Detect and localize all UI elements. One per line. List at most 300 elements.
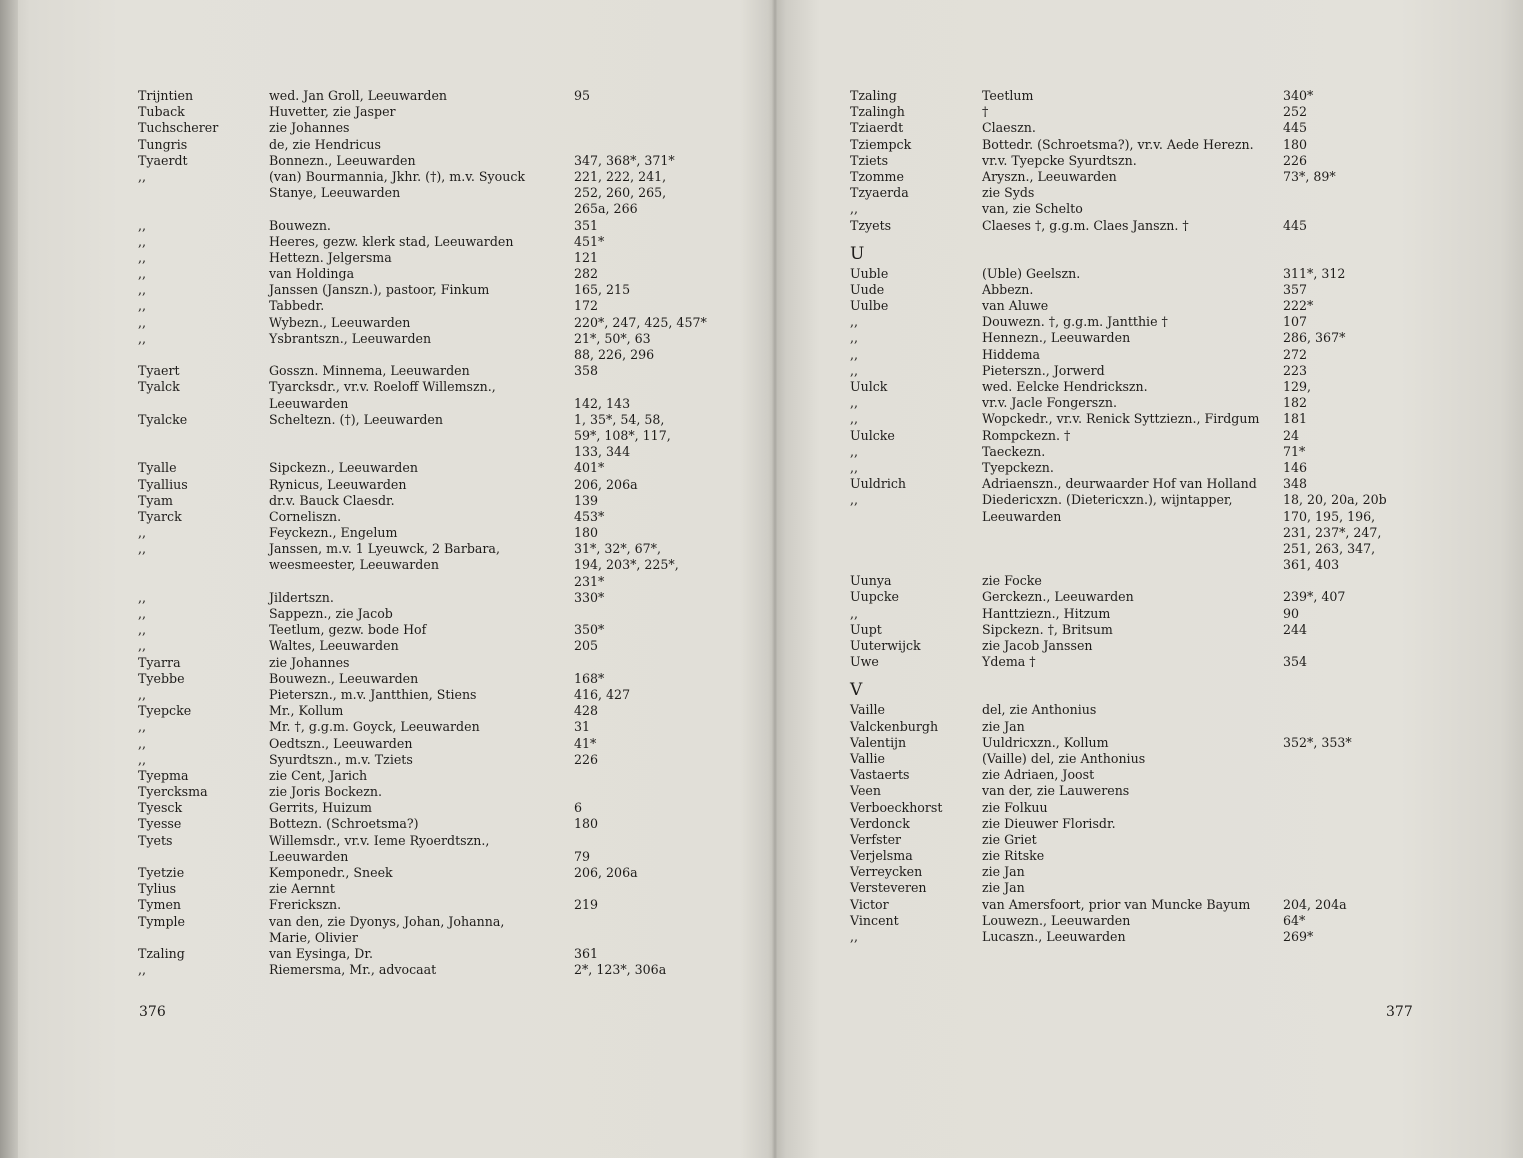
index-entry: [0, 347, 772, 363]
entry-name: Uulcke: [850, 427, 895, 443]
entry-description: van Eysinga, Dr.: [269, 945, 373, 961]
section-letter-heading: [778, 670, 1523, 702]
entry-name: Tyalck: [138, 379, 180, 395]
index-entry: [0, 363, 772, 379]
entry-name: Veen: [850, 783, 881, 799]
index-entry: [0, 590, 772, 606]
entry-name: ,,: [138, 719, 147, 735]
index-entry: [0, 493, 772, 509]
entry-references: 252: [1283, 104, 1308, 120]
entry-references: 31: [574, 719, 591, 735]
entry-description: Syurdtszn., m.v. Tziets: [269, 751, 413, 767]
entry-references: 172: [574, 298, 599, 314]
entry-name: Tziempck: [850, 136, 912, 152]
index-entry: [778, 379, 1523, 395]
index-entry: [0, 897, 772, 913]
entry-references: 244: [1283, 621, 1308, 637]
entry-name: ,,: [138, 606, 147, 621]
entry-description: zie Jan: [982, 718, 1025, 734]
entry-references: 6: [574, 800, 583, 816]
entry-description: Tabbedr.: [269, 298, 325, 314]
entry-name: Victor: [850, 896, 889, 912]
entry-references: 219: [574, 897, 599, 913]
entry-name: Tyercksma: [138, 784, 208, 800]
entry-references: 361, 403: [1283, 557, 1340, 573]
entry-description: vr.v. Jacle Fongerszn.: [982, 395, 1117, 411]
entry-references: 24: [1283, 427, 1300, 443]
entry-name: ,,: [138, 266, 147, 282]
entry-references: 107: [1283, 314, 1308, 330]
index-entry: [778, 492, 1523, 508]
entry-name: Tymen: [138, 897, 182, 913]
entry-references: 361: [574, 945, 599, 961]
entry-name: Verreycken: [850, 864, 923, 880]
entry-description: †: [982, 104, 989, 120]
index-entry: [778, 88, 1523, 104]
entry-description: van den, zie Dyonys, Johan, Johanna,: [269, 913, 505, 929]
index-entry: [778, 314, 1523, 330]
index-entry: [778, 735, 1523, 751]
index-entry: [778, 654, 1523, 670]
entry-references: 182: [1283, 395, 1308, 411]
index-entry: [778, 832, 1523, 848]
entry-name: Uwe: [850, 654, 879, 670]
entry-description: zie Jan: [982, 880, 1025, 896]
entry-references: 95: [574, 88, 591, 103]
entry-description: Sappezn., zie Jacob: [269, 606, 393, 621]
entry-description: van Holdinga: [269, 266, 355, 282]
entry-description: Aryszn., Leeuwarden: [982, 168, 1117, 184]
index-entry: [778, 347, 1523, 363]
entry-name: Tyalcke: [138, 411, 188, 427]
entry-references: 231, 237*, 247,: [1283, 524, 1382, 540]
entry-description: Gerckezn., Leeuwarden: [982, 589, 1134, 605]
entry-references: 416, 427: [574, 686, 631, 702]
entry-description: Bouwezn.: [269, 217, 331, 233]
entry-name: Vastaerts: [850, 767, 910, 783]
entry-name: Uunya: [850, 573, 892, 589]
index-entry: [778, 864, 1523, 880]
entry-name: Vincent: [850, 912, 899, 928]
entry-description: Stanye, Leeuwarden: [269, 185, 401, 201]
index-entry: [778, 848, 1523, 864]
entry-name: ,,: [138, 751, 147, 767]
entry-name: ,,: [138, 541, 147, 557]
entry-name: ,,: [850, 443, 859, 459]
entry-references: 73*, 89*: [1283, 168, 1336, 184]
entry-references: 282: [574, 266, 599, 282]
index-entry: [0, 930, 772, 946]
entry-name: ,,: [138, 217, 147, 233]
entry-references: 265a, 266: [574, 201, 638, 217]
entry-name: Valckenburgh: [850, 718, 939, 734]
entry-description: van Aluwe: [982, 298, 1049, 314]
index-entry: [0, 687, 772, 703]
entry-name: Tziets: [850, 152, 889, 168]
entry-references: 180: [1283, 136, 1308, 152]
index-entry: [778, 476, 1523, 492]
entry-description: (Vaille) del, zie Anthonius: [982, 750, 1146, 766]
entry-references: 445: [1283, 217, 1308, 233]
entry-name: ,,: [850, 330, 859, 346]
entry-references: 64*: [1283, 912, 1306, 928]
index-entry: [778, 428, 1523, 444]
entry-name: Tyarra: [138, 654, 181, 670]
index-entry: [778, 929, 1523, 945]
index-entry: [0, 638, 772, 654]
entry-name: Uupcke: [850, 589, 899, 605]
entry-name: Verboeckhorst: [850, 799, 943, 815]
index-entry: [0, 396, 772, 412]
entry-references: 2*, 123*, 306a: [574, 962, 667, 978]
index-entry: [0, 218, 772, 234]
entry-description: Waltes, Leeuwarden: [269, 638, 399, 654]
entry-description: Adriaenszn., deurwaarder Hof van Holland: [982, 476, 1257, 492]
index-entry: [0, 88, 772, 104]
entry-name: Tziaerdt: [850, 120, 904, 136]
entry-references: 231*: [574, 573, 605, 589]
entry-references: 357: [1283, 281, 1308, 297]
entry-description: Teetlum, gezw. bode Hof: [269, 622, 427, 638]
entry-references: 180: [574, 816, 599, 832]
entry-references: 88, 226, 296: [574, 347, 655, 362]
entry-description: Bonnezn., Leeuwarden: [269, 152, 416, 168]
entry-references: 347, 368*, 371*: [574, 152, 675, 168]
entry-description: Louwezn., Leeuwarden: [982, 912, 1131, 928]
index-entry: [778, 282, 1523, 298]
entry-name: ,,: [850, 201, 859, 217]
entry-description: zie Jan: [982, 864, 1025, 880]
index-entry: [0, 525, 772, 541]
entry-name: ,,: [138, 622, 147, 638]
index-entry: [0, 914, 772, 930]
entry-description: (van) Bourmannia, Jkhr. (†), m.v. Syouck: [269, 168, 525, 184]
entry-name: Tzomme: [850, 168, 904, 184]
index-entry: [778, 298, 1523, 314]
entry-references: 354: [1283, 654, 1308, 670]
right-page: [778, 0, 1523, 1158]
entry-description: Leeuwarden: [269, 395, 349, 411]
index-entry: [0, 768, 772, 784]
entry-name: Tymple: [138, 913, 185, 929]
entry-description: Feyckezn., Engelum: [269, 525, 398, 541]
index-entry: [0, 282, 772, 298]
entry-references: 194, 203*, 225*,: [574, 557, 679, 573]
entry-description: Bouwezn., Leeuwarden: [269, 670, 419, 686]
entry-description: Ysbrantszn., Leeuwarden: [269, 330, 432, 346]
entry-references: 31*, 32*, 67*,: [574, 541, 661, 557]
entry-references: 358: [574, 363, 599, 379]
entry-name: ,,: [138, 233, 147, 249]
entry-description: zie Dieuwer Florisdr.: [982, 815, 1116, 831]
entry-description: Gerrits, Huizum: [269, 800, 372, 816]
entry-references: 1, 35*, 54, 58,: [574, 411, 665, 427]
index-entry: [778, 218, 1523, 234]
entry-name: Vaille: [850, 702, 885, 718]
index-entry: [0, 120, 772, 136]
entry-references: 252, 260, 265,: [574, 185, 667, 201]
index-entry: [778, 266, 1523, 282]
entry-description: Hanttziezn., Hitzum: [982, 605, 1111, 621]
entry-references: 348: [1283, 476, 1308, 492]
entry-name: ,,: [138, 589, 147, 605]
entry-description: zie Jacob Janssen: [982, 638, 1093, 653]
index-entry: [778, 330, 1523, 346]
entry-references: 226: [574, 751, 599, 767]
entry-description: wed. Jan Groll, Leeuwarden: [269, 88, 448, 103]
section-letter: V: [850, 680, 863, 701]
index-entry: [778, 363, 1523, 379]
entry-references: 251, 263, 347,: [1283, 540, 1376, 556]
index-entry: [0, 331, 772, 347]
entry-description: Rynicus, Leeuwarden: [269, 476, 407, 492]
page-number-right: 377: [1386, 1004, 1413, 1020]
entry-description: zie Johannes: [269, 120, 350, 136]
entry-references: 170, 195, 196,: [1283, 508, 1376, 524]
entry-description: Uuldricxzn., Kollum: [982, 734, 1109, 750]
entry-description: zie Joris Bockezn.: [269, 784, 382, 800]
entry-references: 223: [1283, 362, 1308, 378]
index-entry: [778, 638, 1523, 654]
index-entry: [778, 395, 1523, 411]
index-entry: [0, 606, 772, 622]
entry-description: Mr. †, g.g.m. Goyck, Leeuwarden: [269, 719, 480, 735]
entry-references: 350*: [574, 622, 605, 638]
entry-description: zie Folkuu: [982, 799, 1048, 815]
entry-references: 340*: [1283, 88, 1314, 103]
index-entry: [0, 574, 772, 590]
entry-references: 272: [1283, 346, 1308, 362]
entry-name: Uupt: [850, 621, 882, 637]
entry-name: Uuldrich: [850, 476, 907, 492]
entry-description: Diedericxzn. (Dietericxzn.), wijntapper,: [982, 492, 1233, 508]
entry-description: Pieterszn., Jorwerd: [982, 362, 1105, 378]
index-entry: [778, 702, 1523, 718]
entry-name: Verjelsma: [850, 848, 913, 864]
index-entry: [778, 185, 1523, 201]
entry-references: 181: [1283, 411, 1308, 427]
index-entry: [0, 185, 772, 201]
index-entry: [0, 201, 772, 217]
entry-description: zie Syds: [982, 185, 1035, 201]
entry-name: ,,: [138, 962, 147, 978]
entry-references: 206, 206a: [574, 476, 638, 492]
entry-name: Tuchscherer: [138, 120, 219, 136]
index-entry: [778, 137, 1523, 153]
entry-description: Scheltezn. (†), Leeuwarden: [269, 411, 443, 427]
entry-description: Riemersma, Mr., advocaat: [269, 962, 437, 978]
entry-references: 352*, 353*: [1283, 734, 1352, 750]
entry-name: Tylius: [138, 881, 177, 897]
entry-description: Jildertszn.: [269, 589, 334, 605]
index-entry: [778, 460, 1523, 476]
entry-references: 351: [574, 217, 599, 233]
entry-name: ,,: [138, 298, 147, 314]
entry-description: Teetlum: [982, 88, 1034, 103]
entry-name: Uuterwijck: [850, 638, 921, 653]
entry-references: 21*, 50*, 63: [574, 330, 651, 346]
entry-name: Tyesck: [138, 800, 183, 816]
index-entry: [0, 137, 772, 153]
entry-references: 239*, 407: [1283, 589, 1346, 605]
entry-name: Tyam: [138, 492, 173, 508]
index-list-left: [0, 88, 772, 978]
entry-references: 41*: [574, 735, 597, 751]
entry-description: Janssen (Janszn.), pastoor, Finkum: [269, 282, 490, 298]
entry-name: Tyaerdt: [138, 152, 188, 168]
index-entry: [0, 428, 772, 444]
entry-description: de, zie Hendricus: [269, 136, 381, 152]
entry-references: 220*, 247, 425, 457*: [574, 314, 707, 330]
entry-references: 226: [1283, 152, 1308, 168]
entry-description: van der, zie Lauwerens: [982, 783, 1130, 799]
entry-name: ,,: [138, 330, 147, 346]
entry-references: 428: [574, 703, 599, 719]
index-entry: [0, 169, 772, 185]
index-entry: [778, 444, 1523, 460]
index-entry: [0, 315, 772, 331]
entry-name: Tyetzie: [138, 865, 185, 880]
index-entry: [778, 751, 1523, 767]
entry-name: Tzaling: [138, 945, 185, 961]
entry-name: ,,: [138, 686, 147, 702]
entry-name: Trijntien: [138, 88, 194, 103]
index-entry: [778, 153, 1523, 169]
index-entry: [0, 250, 772, 266]
entry-references: 311*, 312: [1283, 265, 1346, 281]
entry-description: Willemsdr., vr.v. Ieme Ryoerdtszn.,: [269, 832, 490, 848]
entry-description: Heeres, gezw. klerk stad, Leeuwarden: [269, 233, 514, 249]
index-entry: [778, 606, 1523, 622]
entry-name: Verdonck: [850, 815, 910, 831]
entry-references: 206, 206a: [574, 865, 638, 880]
entry-references: 180: [574, 525, 599, 541]
index-entry: [0, 541, 772, 557]
index-entry: [778, 104, 1523, 120]
index-entry: [778, 767, 1523, 783]
index-entry: [778, 411, 1523, 427]
entry-name: Tyallius: [138, 476, 188, 492]
index-entry: [0, 234, 772, 250]
page-number-left: 376: [139, 1004, 166, 1020]
entry-description: Tyarcksdr., vr.v. Roeloff Willemszn.,: [269, 379, 496, 395]
entry-description: Wopckedr., vr.v. Renick Syttziezn., Firdgum: [982, 411, 1260, 427]
entry-description: Huvetter, zie Jasper: [269, 104, 396, 120]
entry-description: zie Griet: [982, 831, 1037, 847]
entry-references: 330*: [574, 589, 605, 605]
index-list-right: [778, 88, 1523, 945]
entry-description: dr.v. Bauck Claesdr.: [269, 492, 395, 508]
entry-name: Uude: [850, 281, 885, 297]
entry-description: Abbezn.: [982, 281, 1034, 297]
entry-name: ,,: [850, 314, 859, 330]
entry-name: Uulbe: [850, 298, 889, 314]
entry-name: Tyebbe: [138, 670, 185, 686]
entry-description: zie Johannes: [269, 654, 350, 670]
entry-references: 121: [574, 249, 599, 265]
entry-description: del, zie Anthonius: [982, 702, 1097, 718]
entry-description: Frerickszn.: [269, 897, 342, 913]
entry-name: ,,: [850, 492, 859, 508]
entry-name: Tyepcke: [138, 703, 192, 719]
index-entry: [778, 897, 1523, 913]
entry-description: Hettezn. Jelgersma: [269, 249, 392, 265]
entry-description: Oedtszn., Leeuwarden: [269, 735, 413, 751]
entry-description: Janssen, m.v. 1 Lyeuwck, 2 Barbara,: [269, 541, 500, 557]
entry-name: Uulck: [850, 379, 888, 394]
entry-name: Tyesse: [138, 816, 182, 832]
entry-name: Versteveren: [850, 880, 927, 896]
index-entry: [0, 784, 772, 800]
entry-description: Bottedr. (Schroetsma?), vr.v. Aede Herezn.: [982, 136, 1254, 152]
entry-references: 146: [1283, 459, 1308, 475]
entry-references: 142, 143: [574, 395, 631, 411]
entry-references: 204, 204a: [1283, 896, 1347, 912]
index-entry: [0, 671, 772, 687]
index-entry: [0, 298, 772, 314]
index-entry: [0, 655, 772, 671]
index-entry: [0, 460, 772, 476]
entry-description: Taeckezn.: [982, 443, 1046, 459]
entry-references: 221, 222, 241,: [574, 168, 667, 184]
index-entry: [778, 541, 1523, 557]
entry-description: vr.v. Tyepcke Syurdtszn.: [982, 152, 1137, 168]
entry-description: zie Adriaen, Joost: [982, 767, 1095, 783]
entry-name: Tzaling: [850, 88, 897, 103]
index-entry: [0, 736, 772, 752]
entry-references: 451*: [574, 233, 605, 249]
entry-name: ,,: [138, 735, 147, 751]
entry-references: 205: [574, 638, 599, 654]
index-entry: [0, 833, 772, 849]
entry-name: Tyalle: [138, 460, 177, 476]
entry-name: Tzalingh: [850, 104, 905, 120]
entry-description: Marie, Olivier: [269, 929, 358, 945]
entry-name: ,,: [850, 459, 859, 475]
entry-description: weesmeester, Leeuwarden: [269, 557, 439, 573]
entry-description: zie Focke: [982, 573, 1042, 589]
entry-references: 133, 344: [574, 444, 631, 460]
index-entry: [778, 169, 1523, 185]
index-entry: [778, 509, 1523, 525]
entry-description: Tyepckezn.: [982, 459, 1054, 475]
entry-description: zie Ritske: [982, 848, 1045, 864]
entry-description: zie Aernnt: [269, 881, 335, 897]
index-entry: [778, 525, 1523, 541]
index-entry: [0, 153, 772, 169]
entry-description: van Amersfoort, prior van Muncke Bayum: [982, 896, 1251, 912]
index-entry: [778, 783, 1523, 799]
entry-name: Tyarck: [138, 508, 182, 524]
entry-description: Leeuwarden: [982, 508, 1062, 524]
entry-name: Tuback: [138, 104, 185, 120]
entry-description: zie Cent, Jarich: [269, 767, 368, 783]
entry-name: Tyets: [138, 832, 173, 848]
index-entry: [778, 816, 1523, 832]
entry-description: Ydema †: [982, 654, 1036, 670]
entry-description: Douwezn. †, g.g.m. Jantthie †: [982, 314, 1168, 330]
entry-name: ,,: [138, 525, 147, 541]
section-letter-heading: [778, 234, 1523, 266]
entry-references: 71*: [1283, 443, 1306, 459]
entry-references: 139: [574, 492, 599, 508]
index-entry: [778, 589, 1523, 605]
entry-description: (Uble) Geelszn.: [982, 265, 1081, 281]
entry-references: 445: [1283, 120, 1308, 136]
index-entry: [0, 104, 772, 120]
index-entry: [0, 849, 772, 865]
entry-references: 401*: [574, 460, 605, 476]
